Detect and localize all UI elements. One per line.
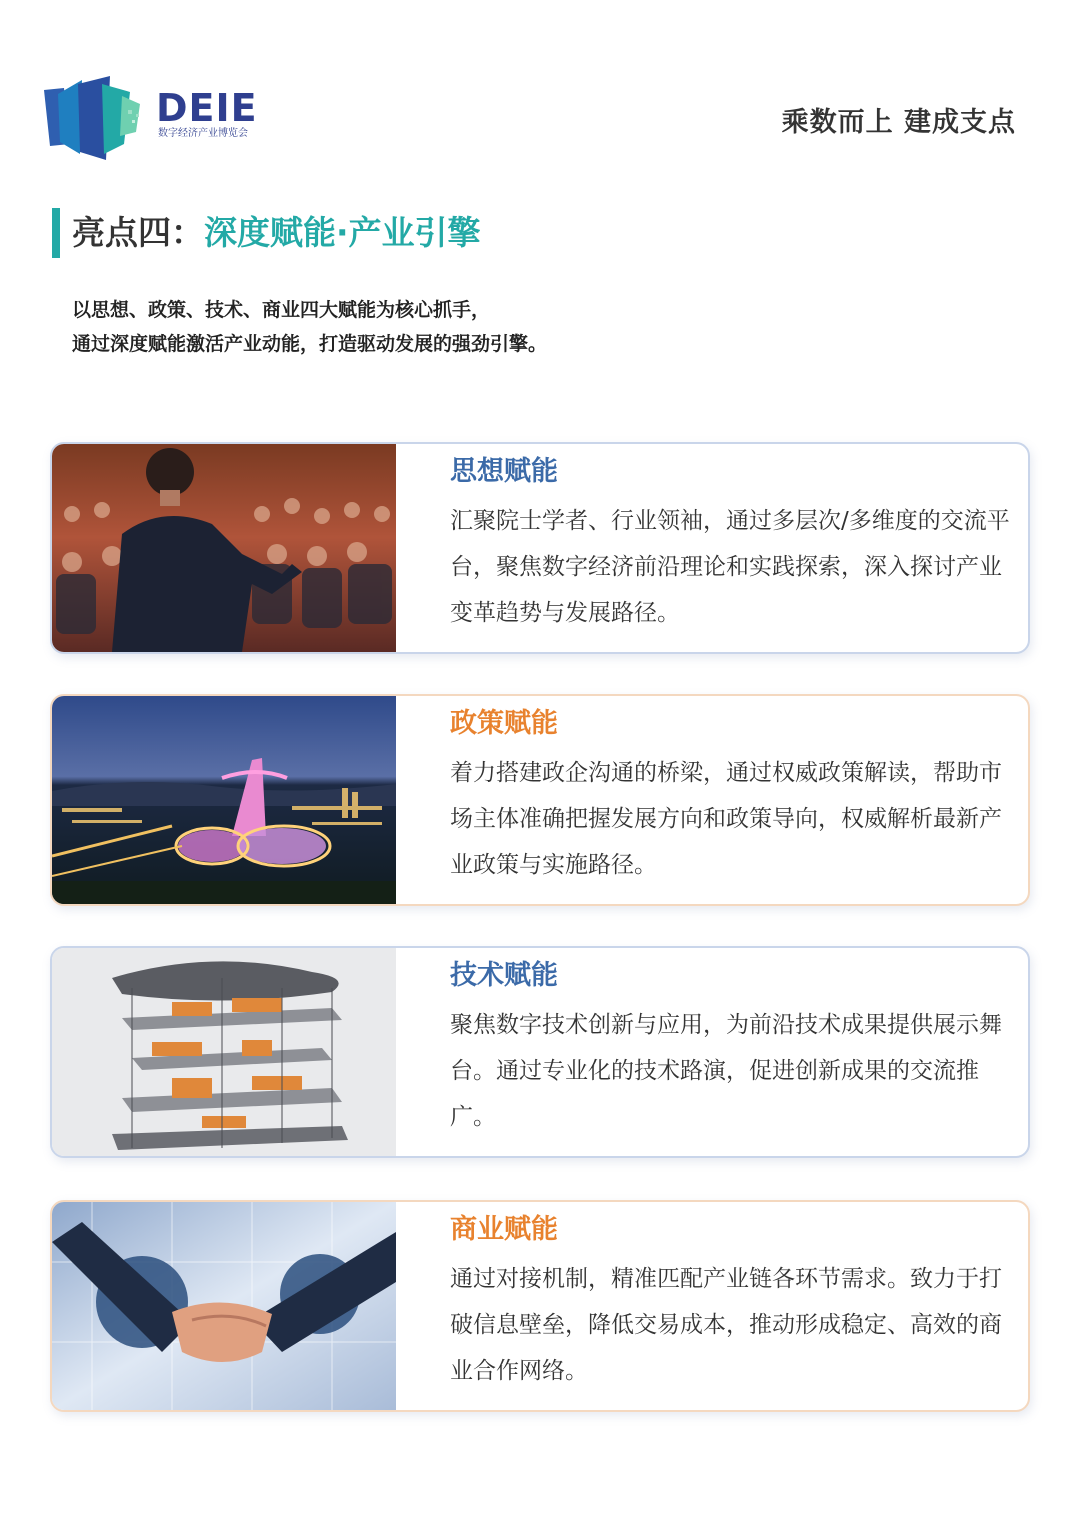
section-title-prefix: 亮点四： (72, 213, 204, 252)
card-body: 聚焦数字技术创新与应用，为前沿技术成果提供展示舞台。通过专业化的技术路演，促进创新成果的交流推广。 (450, 1012, 1002, 1130)
conference-speaker-photo (52, 444, 396, 652)
exploded-building-model-image (52, 948, 396, 1156)
card-heading: 技术赋能 (450, 960, 558, 991)
section-title (72, 210, 481, 256)
card-body: 汇聚院士学者、行业领袖，通过多层次/多维度的交流平台，聚焦数字经济前沿理论和实践探索，深入探讨产业变革趋势与发展路径。 (450, 508, 1010, 626)
business-handshake-photo (52, 1202, 396, 1410)
deie-logo-mark (44, 74, 154, 160)
title-accent-bar (52, 208, 60, 258)
card-heading: 商业赋能 (450, 1214, 558, 1245)
card-heading: 思想赋能 (450, 456, 558, 487)
intro-line-1: 以思想、政策、技术、商业四大赋能为核心抓手， (72, 299, 491, 321)
city-night-aerial-photo (52, 696, 396, 904)
card-heading: 政策赋能 (450, 708, 558, 739)
section-intro (72, 293, 547, 361)
card-body: 着力搭建政企沟通的桥梁，通过权威政策解读，帮助市场主体准确把握发展方向和政策导向，权威解析最新产业政策与实施路径。 (450, 760, 1002, 878)
card-thought-empowerment (50, 442, 1030, 654)
card-business-empowerment (50, 1200, 1030, 1412)
intro-line-2: 通过深度赋能激活产业动能，打造驱动发展的强劲引擎。 (72, 333, 548, 355)
card-body: 通过对接机制，精准匹配产业链各环节需求。致力于打破信息壁垒，降低交易成本，推动形成稳定、高效的商业合作网络。 (450, 1266, 1002, 1384)
card-policy-empowerment (50, 694, 1030, 906)
section-title-main: 深度赋能·产业引擎 (204, 213, 481, 252)
logo-subtitle: 数字经济产业博览会 (158, 128, 248, 139)
slogan: 乘数而上 建成支点 (781, 107, 1016, 138)
card-technology-empowerment (50, 946, 1030, 1158)
logo-wordmark: DEIE (156, 86, 258, 130)
